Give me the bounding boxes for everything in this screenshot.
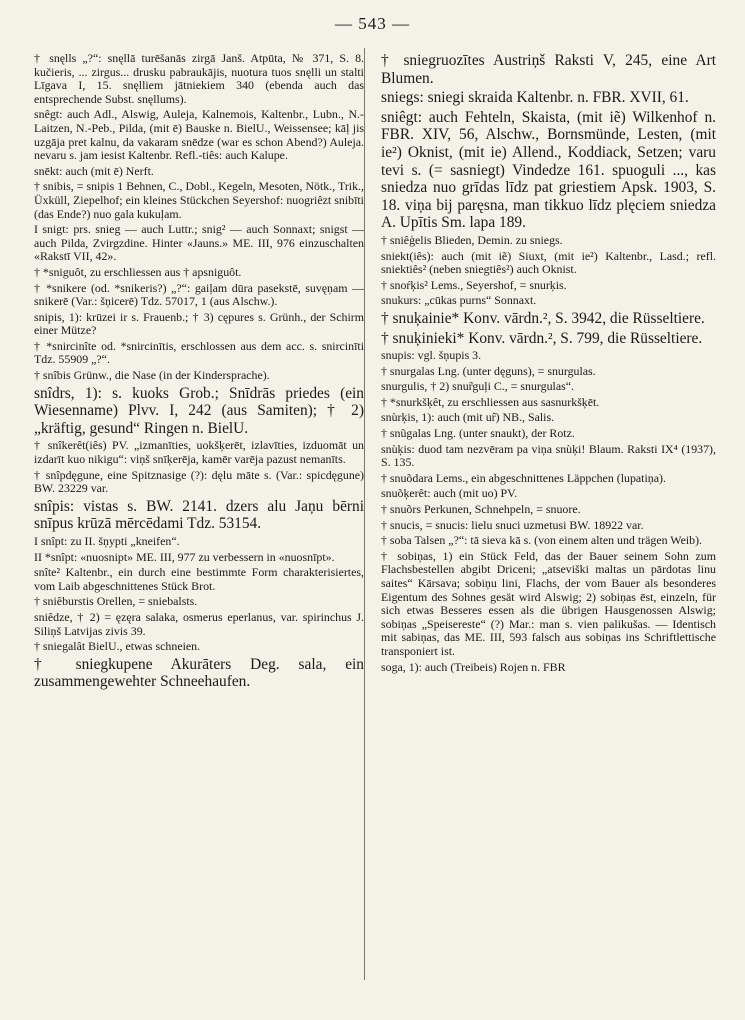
dictionary-entry: † snîbis Grünw., die Nase (in der Kindersprache). — [34, 368, 270, 383]
dictionary-entry: † sniegruozītes Austriņš Raksti V, 245, eine Art Blumen. — [381, 52, 716, 87]
dictionary-entry: † snoŕķis² Lems., Seyershof, = snurķis. — [381, 277, 567, 292]
dictionary-entry: snîte² Kaltenbr., ein durch eine bestimmte Form charakterisiertes, vom Laib abgeschnittenes Stück Brot. — [34, 565, 364, 593]
dictionary-entry: sniêdze, † 2) = ęzęra salaka, osmerus eperlanus, var. spirinchus J. Siliņš Latvijas zivis 39. — [34, 609, 364, 638]
dictionary-entry: † snũgalas Lng. (unter snaukt), der Rotz. — [381, 426, 575, 441]
dictionary-entry: sniekt(iês): auch (mit iẽ) Siuxt, (mit ie²) Kaltenbr., Lasd.; refl. sniektiês² (neben sniegtiês²) auch Oknist. — [381, 248, 716, 277]
dictionary-entry: † snurgalas Lng. (unter dęguns), = snurgulas. — [381, 363, 596, 378]
dictionary-entry: snêgt: auch Adl., Alswig, Auleja, Kalnemois, Kaltenbr., Lubn., N.-Laitzen, N.-Peb., Pilda, (mit ē) Bauske n. BielU., Weissensee; kāļ jis uzgāja pret kalnu, da vakaram snēdze (war es schon Abend?) Auleja. nevaru s. jam iesist Kaltenbr. Refl.-tiês: auch Kalupe. — [34, 107, 364, 163]
dictionary-entry: snupis: vgl. šņupis 3. — [381, 348, 482, 363]
dictionary-entry: snukurs: „cūkas purns“ Sonnaxt. — [381, 293, 537, 308]
dictionary-entry: † sniegalât BielU., etwas schneien. — [34, 639, 201, 654]
dictionary-entry: † snęlls „?“: snęllā turēšanās zirgā Janš. Atpūta, № 371, S. 8. kučieris, ... zirgus... drusku pabraukājis, nuotura tuos snęlli un stalti Līgava I, 15. snęlliem jātniekiem 340 (ebenda auch das entsprechende Subst. snęllums). — [34, 51, 364, 106]
dictionary-entry: † *snurkšķêt, zu erschliessen aus sasnurkšķēt. — [381, 394, 600, 409]
page-number: — 543 — — [335, 14, 410, 33]
dictionary-entry: † snibis, = snipis 1 Behnen, C., Dobl., Kegeln, Mesoten, Nötk., Trik., Üxküll, Ziepelhof; ein kleines Stückchen Seyershof: nuogriêzt snibīti (das Ende?) nuo gala kukuļam. — [34, 179, 364, 221]
dictionary-entry: † snuõdara Lems., ein abgeschnittenes Läppchen (lupatiņa). — [381, 470, 666, 485]
dictionary-entry: snùķis: duod tam nezvēram pa viņa snùķi! Blaum. Raksti IX⁴ (1937), S. 135. — [381, 441, 716, 470]
dictionary-entry: † snuķainie* Konv. vārdn.², S. 3942, die Rüsseltiere. — [381, 309, 705, 327]
dictionary-entry: † sniêģelis Blieden, Demin. zu sniegs. — [381, 232, 563, 247]
dictionary-entry: snuõķerêt: auch (mit uo) PV. — [381, 486, 518, 501]
dictionary-entry: † sniêburstis Orellen, = sniebalsts. — [34, 594, 198, 609]
dictionary-entry: † snîpdęgune, eine Spitznasige (?): dęlu māte s. (Var.: spicdęgune) BW. 23229 var. — [34, 467, 364, 496]
dictionary-entry: † sobiņas, 1) ein Stück Feld, das der Bauer seinem Sohn zum Flachsbestellen abgibt Driceni; „atseviški maltas un pārdotas linu saites“ Kārsava; sobiņu lini, Flachs, der vom Bauer als besonderes Eigentum des Sohnes gesät wird Alswig; 2) sobiņas ēst, einzeln, für sich etwas Besseres essen als die übrigen Hausgenossen Alswig; sobiņas „Speisereste“ (?) Mar.: man s. vien palikušas. — Identisch mit sabiņas, das ME. III, 593 falsch aus sobiņas ins Schriftlettische transponiert ist. — [381, 548, 716, 658]
dictionary-entry: † sniegkupene Akurāters Deg. sala, ein zusammengewehter Schneehaufen. — [34, 655, 364, 691]
dictionary-entry: snùrķis, 1): auch (mit ur̂) NB., Salis. — [381, 410, 555, 425]
dictionary-entry: snîpis: vistas s. BW. 2141. dzers alu Jaņu bērni snīpus krūzā mērcēdami Tdz. 53154. — [34, 497, 364, 533]
dictionary-entry: soga, 1): auch (Treibeis) Rojen n. FBR — [381, 659, 566, 674]
dictionary-entry: snîdrs, 1): s. kuoks Grob.; Snīdrās priedes (ein Wiesenname) Plvv. I, 242 (aus Samiten); † 2) „kräftig, gesund“ Ringen n. BielU. — [34, 384, 364, 437]
dictionary-entry: snurgulis, † 2) snur̃guļi C., = snurgulas“. — [381, 379, 575, 394]
dictionary-entry: II *snîpt: «nuosnipt» ME. III, 977 zu verbessern in «nuosnīpt». — [34, 549, 335, 564]
dictionary-entry: I snigt: prs. snieg — auch Luttr.; snig² — auch Sonnaxt; snigst — auch Pilda, Zvirgzdine. Hinter «Jauns.» ME. III, 976 einzuschalten «Rakstī VII, 42». — [34, 222, 364, 264]
column-divider — [364, 48, 365, 980]
dictionary-entry: I snîpt: zu II. šņypti „kneifen“. — [34, 534, 180, 548]
dictionary-entry: † snîkerêt(iês) PV. „izmanīties, uokšķerēt, izlavīties, izduomāt un izdarīt kuo nikigu“: viņš snīķerēja, kamēr varēja pazust nemanīts. — [34, 438, 364, 467]
dictionary-entry: sniêgt: auch Fehteln, Skaista, (mit iẽ) Wilkenhof n. FBR. XIV, 56, Alschw., Bornsmünde, Lesten, (mit ie²) Oknist, (mit ie) Allend., Koddiack, Setzen; varu tevi s. (= sasniegt) Vindedze 161. spuoguli ..., kas sniedza nuo grīdas līdz pat griestiem Apsk. 1903, S. 18. viņa bij paręsna, man tikkuo līdz plęciem sniedza A. Upītis Sm. lapa 189. — [381, 108, 716, 232]
dictionary-entry: snipis, 1): krūzei ir s. Frauenb.; † 3) cępures s. Grünh., der Schirm einer Mütze? — [34, 309, 364, 338]
dictionary-entry: snēkt: auch (mit ē) Nerft. — [34, 163, 154, 178]
dictionary-entry: † snuķinieki* Konv. vārdn.², S. 799, die Rüsseltiere. — [381, 329, 703, 347]
dictionary-entry: † *snikere (od. *snikeris?) „?“: gaiļam dūra pasekstē, suvęņam — snikerē (Var.: šņicerē) Tdz. 57017, 1 (aus Alschw.). — [34, 280, 364, 309]
dictionary-entry: † snucis, = snucis: lielu snuci uzmetusi BW. 18922 var. — [381, 517, 644, 532]
left-column — [34, 52, 364, 693]
dictionary-entry: † *snircinîte od. *snircinītis, erschlossen aus dem acc. s. snircinīti Tdz. 55909 „?“. — [34, 338, 364, 367]
dictionary-entry: † snuõrs Perkunen, Schnehpeln, = snuore. — [381, 502, 581, 517]
dictionary-entry: sniegs: sniegi skraida Kaltenbr. n. FBR. XVII, 61. — [381, 89, 689, 107]
right-column — [381, 52, 716, 676]
dictionary-entry: † soba Talsen „?“: tā sieva kā s. (von einem alten und trägen Weib). — [381, 533, 703, 548]
dictionary-entry: † *sniguôt, zu erschliessen aus † apsniguôt. — [34, 264, 242, 279]
